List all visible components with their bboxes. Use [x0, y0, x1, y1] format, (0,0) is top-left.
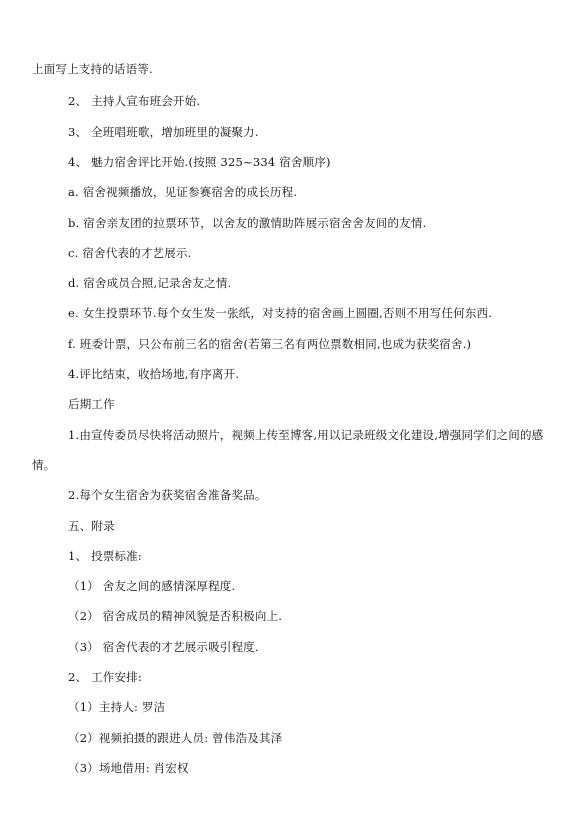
text-line: f. 班委计票，只公布前三名的宿舍(若第三名有两位票数相同,也成为获奖宿舍.) [68, 337, 472, 351]
text-line: 1、 投票标准: [68, 549, 142, 563]
text-line: 上面写上支持的话语等. [32, 62, 153, 76]
text-line: 2.每个女生宿舍为获奖宿舍准备奖品。 [68, 488, 267, 502]
text-line: （2） 宿舍成员的精神风貌是否积极向上. [68, 609, 283, 623]
section-heading: 后期工作 [68, 397, 115, 411]
text-line: a. 宿舍视频播放，见证参赛宿舍的成长历程. [68, 185, 298, 199]
text-line: （1）主持人: 罗洁 [68, 700, 166, 714]
text-line: 情。 [32, 458, 56, 472]
text-line: （1） 舍友之间的感情深厚程度. [68, 579, 236, 593]
text-line: 4.评比结束，收拾场地,有序离开. [68, 367, 240, 381]
text-line: c. 宿舍代表的才艺展示. [68, 246, 192, 260]
text-line: b. 宿舍亲友团的拉票环节，以舍友的激情助阵展示宿舍舍友间的友情. [68, 216, 427, 230]
text-line: 4、 魅力宿舍评比开始.(按照 325~334 宿舍顺序) [68, 155, 331, 169]
text-line: （3）场地借用: 肖宏权 [68, 761, 189, 775]
text-line: 2、 主持人宣布班会开始. [68, 94, 201, 108]
text-line: 1.由宣传委员尽快将活动照片，视频上传至博客,用以记录班级文化建设,增强同学们之间的感 [68, 428, 544, 442]
section-heading: 五、附录 [68, 519, 115, 533]
text-line: e. 女生投票环节.每个女生发一张纸，对支持的宿舍画上圆圈,否则不用写任何东西. [68, 306, 493, 320]
text-line: 3、 全班唱班歌，增加班里的凝聚力. [68, 125, 259, 139]
text-line: （3） 宿舍代表的才艺展示吸引程度. [68, 640, 259, 654]
text-line: d. 宿舍成员合照,记录舍友之情. [68, 276, 232, 290]
text-line: （2）视频拍摄的跟进人员: 曾伟浩及其泽 [68, 731, 283, 745]
text-line: 2、 工作安排: [68, 670, 142, 684]
